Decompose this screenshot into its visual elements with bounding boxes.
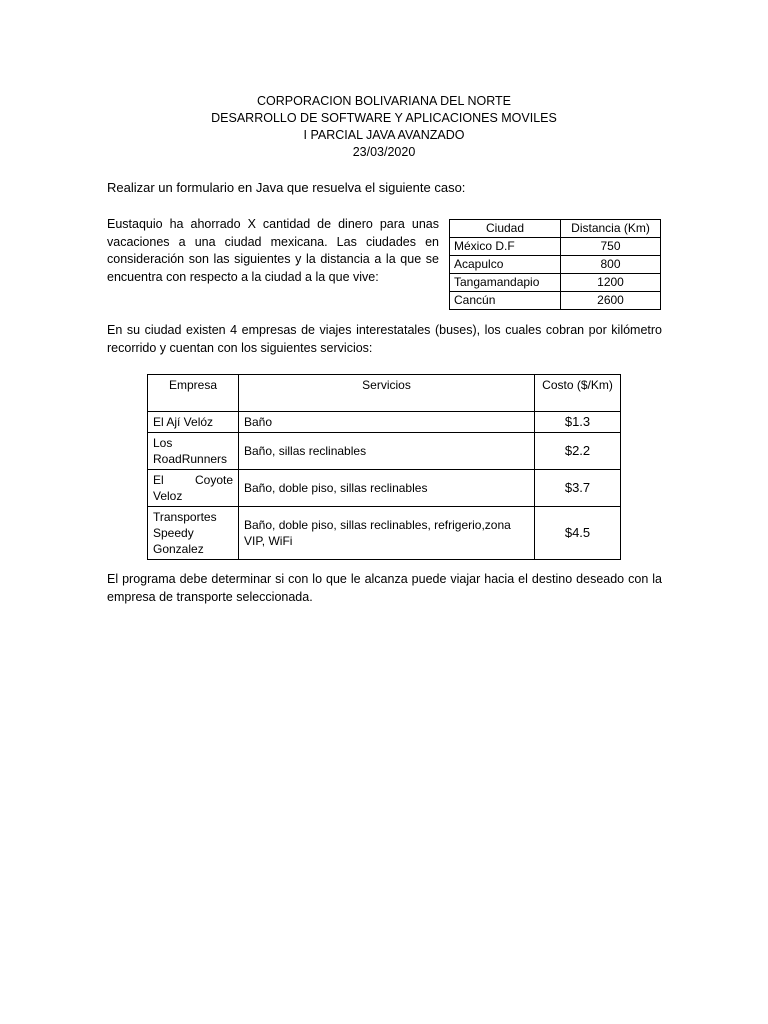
companies-paragraph: En su ciudad existen 4 empresas de viajes interestatales (buses), los cuales cobran por kilómetro recorrido y cuentan con los siguientes servicios: [107,323,662,355]
document-header [0,93,768,161]
company-cost: $2.2 [535,433,621,470]
table-header-row [148,375,621,412]
institution-name: CORPORACION BOLIVARIANA DEL NORTE [257,94,511,108]
table-row [450,292,661,310]
company-services: Baño, doble piso, sillas reclinables [239,470,535,507]
company-name: El Coyote Veloz [148,470,239,507]
company-cost: $3.7 [535,470,621,507]
table-row [450,274,661,292]
city-distance: 750 [561,238,661,256]
program-name: DESARROLLO DE SOFTWARE Y APLICACIONES MOVILES [211,111,557,125]
city-distance: 2600 [561,292,661,310]
company-cost: $4.5 [535,507,621,560]
company-services: Baño, doble piso, sillas reclinables, refrigerio,zona VIP, WiFi [239,507,535,560]
header-company: Empresa [148,375,239,412]
table-row [148,470,621,507]
city-name: Cancún [450,292,561,310]
table-row [148,507,621,560]
city-distance: 800 [561,256,661,274]
city-name: Acapulco [450,256,561,274]
table-row [148,433,621,470]
table-row [148,412,621,433]
company-services: Baño, sillas reclinables [239,433,535,470]
city-name: Tangamandapio [450,274,561,292]
intro-text: Realizar un formulario en Java que resuelva el siguiente caso: [107,180,466,195]
company-name: Los RoadRunners [148,433,239,470]
header-cost: Costo ($/Km) [535,375,621,412]
city-name: México D.F [450,238,561,256]
exam-title: I PARCIAL JAVA AVANZADO [303,128,465,142]
program-requirement-paragraph: El programa debe determinar si con lo que le alcanza puede viajar hacia el destino deseado con la empresa de transporte seleccionada. [107,572,662,604]
exam-date: 23/03/2020 [352,145,416,159]
company-services: Baño [239,412,535,433]
company-name: El Ají Velóz [148,412,239,433]
table-row [450,256,661,274]
company-name: Transportes Speedy Gonzalez [148,507,239,560]
case-paragraph: Eustaquio ha ahorrado X cantidad de dinero para unas vacaciones a una ciudad mexicana. Las ciudades en consideración son las siguientes y la distancia a la que se encuentra con respecto a la ciudad a la que vive: [107,217,439,284]
table-header-row [450,220,661,238]
header-services: Servicios [239,375,535,412]
companies-table [147,374,621,560]
cities-table [449,219,661,310]
company-cost: $1.3 [535,412,621,433]
city-distance: 1200 [561,274,661,292]
header-city: Ciudad [450,220,561,238]
table-row [450,238,661,256]
header-distance: Distancia (Km) [561,220,661,238]
